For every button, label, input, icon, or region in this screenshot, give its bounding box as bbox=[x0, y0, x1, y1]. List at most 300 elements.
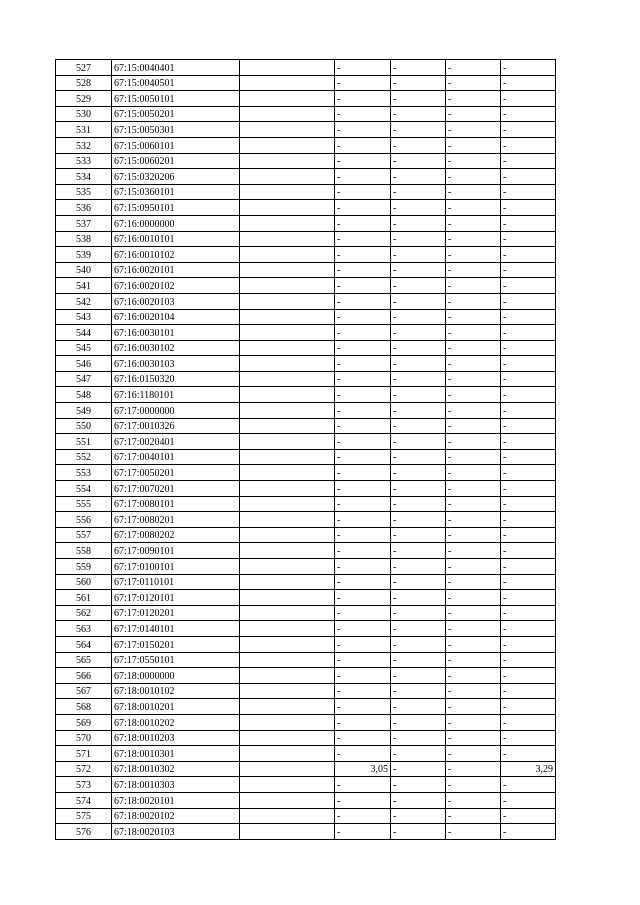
table-row bbox=[56, 75, 556, 91]
value-cell-1: - bbox=[335, 652, 391, 668]
value-cell-1: - bbox=[335, 153, 391, 169]
value-cell-1: - bbox=[335, 200, 391, 216]
cadastral-code-cell: 67:16:0020101 bbox=[112, 262, 240, 278]
value-cell-2: - bbox=[391, 122, 446, 138]
table-row bbox=[56, 184, 556, 200]
table-row bbox=[56, 543, 556, 559]
value-cell-4: - bbox=[501, 512, 556, 528]
value-cell-4: - bbox=[501, 621, 556, 637]
value-cell-1: - bbox=[335, 75, 391, 91]
name-cell bbox=[240, 91, 335, 107]
value-cell-2: - bbox=[391, 543, 446, 559]
row-number-cell: 556 bbox=[56, 512, 112, 528]
value-cell-1: - bbox=[335, 434, 391, 450]
cadastral-code-cell: 67:15:0040401 bbox=[112, 60, 240, 76]
value-cell-4: - bbox=[501, 325, 556, 341]
row-number-cell: 568 bbox=[56, 699, 112, 715]
value-cell-3: - bbox=[446, 714, 501, 730]
value-cell-3: - bbox=[446, 418, 501, 434]
cadastral-code-cell: 67:15:0320206 bbox=[112, 169, 240, 185]
cadastral-code-cell: 67:17:0080201 bbox=[112, 512, 240, 528]
value-cell-2: - bbox=[391, 371, 446, 387]
name-cell bbox=[240, 824, 335, 840]
value-cell-3: - bbox=[446, 496, 501, 512]
value-cell-2: - bbox=[391, 340, 446, 356]
value-cell-2: - bbox=[391, 309, 446, 325]
value-cell-2: - bbox=[391, 824, 446, 840]
cadastral-code-cell: 67:15:0050201 bbox=[112, 106, 240, 122]
value-cell-4: - bbox=[501, 106, 556, 122]
value-cell-1: - bbox=[335, 325, 391, 341]
value-cell-4: - bbox=[501, 730, 556, 746]
cadastral-code-cell: 67:17:0090101 bbox=[112, 543, 240, 559]
name-cell bbox=[240, 574, 335, 590]
row-number-cell: 528 bbox=[56, 75, 112, 91]
value-cell-4: - bbox=[501, 777, 556, 793]
table-row bbox=[56, 262, 556, 278]
value-cell-1: - bbox=[335, 621, 391, 637]
value-cell-3: - bbox=[446, 434, 501, 450]
name-cell bbox=[240, 777, 335, 793]
table-row bbox=[56, 356, 556, 372]
name-cell bbox=[240, 122, 335, 138]
table-row bbox=[56, 590, 556, 606]
value-cell-3: - bbox=[446, 91, 501, 107]
value-cell-3: - bbox=[446, 184, 501, 200]
cadastral-code-cell: 67:16:0030101 bbox=[112, 325, 240, 341]
value-cell-4: - bbox=[501, 231, 556, 247]
name-cell bbox=[240, 434, 335, 450]
cadastral-code-cell: 67:17:0140101 bbox=[112, 621, 240, 637]
value-cell-2: - bbox=[391, 730, 446, 746]
row-number-cell: 532 bbox=[56, 137, 112, 153]
value-cell-1: - bbox=[335, 293, 391, 309]
table-row bbox=[56, 636, 556, 652]
value-cell-1: - bbox=[335, 496, 391, 512]
table-row bbox=[56, 512, 556, 528]
cadastral-code-cell: 67:15:0050101 bbox=[112, 91, 240, 107]
value-cell-3: - bbox=[446, 215, 501, 231]
row-number-cell: 531 bbox=[56, 122, 112, 138]
value-cell-4: - bbox=[501, 387, 556, 403]
value-cell-4: - bbox=[501, 465, 556, 481]
value-cell-4: - bbox=[501, 169, 556, 185]
value-cell-3: - bbox=[446, 403, 501, 419]
value-cell-2: - bbox=[391, 527, 446, 543]
value-cell-3: - bbox=[446, 371, 501, 387]
value-cell-1: - bbox=[335, 262, 391, 278]
value-cell-4: - bbox=[501, 418, 556, 434]
table-row bbox=[56, 824, 556, 840]
row-number-cell: 569 bbox=[56, 714, 112, 730]
cadastral-code-cell: 67:16:0020102 bbox=[112, 278, 240, 294]
row-number-cell: 530 bbox=[56, 106, 112, 122]
value-cell-4: - bbox=[501, 215, 556, 231]
value-cell-4: - bbox=[501, 137, 556, 153]
table-row bbox=[56, 403, 556, 419]
value-cell-3: - bbox=[446, 512, 501, 528]
value-cell-1: - bbox=[335, 527, 391, 543]
table-row bbox=[56, 559, 556, 575]
row-number-cell: 563 bbox=[56, 621, 112, 637]
value-cell-4: - bbox=[501, 496, 556, 512]
value-cell-1: - bbox=[335, 714, 391, 730]
cadastral-code-cell: 67:17:0020401 bbox=[112, 434, 240, 450]
name-cell bbox=[240, 636, 335, 652]
cadastral-code-cell: 67:16:1180101 bbox=[112, 387, 240, 403]
value-cell-3: - bbox=[446, 636, 501, 652]
row-number-cell: 539 bbox=[56, 247, 112, 263]
value-cell-4: - bbox=[501, 636, 556, 652]
name-cell bbox=[240, 543, 335, 559]
value-cell-2: - bbox=[391, 247, 446, 263]
value-cell-3: - bbox=[446, 730, 501, 746]
name-cell bbox=[240, 808, 335, 824]
value-cell-4: - bbox=[501, 356, 556, 372]
value-cell-2: - bbox=[391, 60, 446, 76]
cadastral-code-cell: 67:17:0100101 bbox=[112, 559, 240, 575]
value-cell-1: - bbox=[335, 418, 391, 434]
value-cell-1: - bbox=[335, 699, 391, 715]
value-cell-4: - bbox=[501, 527, 556, 543]
value-cell-1: - bbox=[335, 590, 391, 606]
row-number-cell: 575 bbox=[56, 808, 112, 824]
value-cell-3: - bbox=[446, 605, 501, 621]
name-cell bbox=[240, 200, 335, 216]
table-row bbox=[56, 792, 556, 808]
cadastral-code-cell: 67:16:0020103 bbox=[112, 293, 240, 309]
value-cell-4: - bbox=[501, 449, 556, 465]
value-cell-2: - bbox=[391, 75, 446, 91]
table-row bbox=[56, 652, 556, 668]
table-row bbox=[56, 325, 556, 341]
row-number-cell: 547 bbox=[56, 371, 112, 387]
value-cell-2: - bbox=[391, 465, 446, 481]
name-cell bbox=[240, 683, 335, 699]
value-cell-2: - bbox=[391, 714, 446, 730]
row-number-cell: 537 bbox=[56, 215, 112, 231]
row-number-cell: 549 bbox=[56, 403, 112, 419]
name-cell bbox=[240, 325, 335, 341]
value-cell-4: - bbox=[501, 746, 556, 762]
value-cell-1: - bbox=[335, 730, 391, 746]
value-cell-1: - bbox=[335, 746, 391, 762]
value-cell-3: - bbox=[446, 824, 501, 840]
value-cell-1: - bbox=[335, 278, 391, 294]
value-cell-2: - bbox=[391, 652, 446, 668]
cadastral-code-cell: 67:17:0040101 bbox=[112, 449, 240, 465]
value-cell-4: - bbox=[501, 714, 556, 730]
value-cell-2: - bbox=[391, 777, 446, 793]
value-cell-4: - bbox=[501, 434, 556, 450]
value-cell-3: - bbox=[446, 527, 501, 543]
row-number-cell: 543 bbox=[56, 309, 112, 325]
row-number-cell: 555 bbox=[56, 496, 112, 512]
value-cell-3: - bbox=[446, 808, 501, 824]
table-row bbox=[56, 215, 556, 231]
value-cell-4: - bbox=[501, 122, 556, 138]
value-cell-3: - bbox=[446, 683, 501, 699]
value-cell-4: - bbox=[501, 699, 556, 715]
name-cell bbox=[240, 481, 335, 497]
value-cell-2: - bbox=[391, 808, 446, 824]
table-row bbox=[56, 106, 556, 122]
value-cell-2: - bbox=[391, 231, 446, 247]
cadastral-code-cell: 67:16:0010102 bbox=[112, 247, 240, 263]
table-row bbox=[56, 434, 556, 450]
row-number-cell: 558 bbox=[56, 543, 112, 559]
value-cell-4: - bbox=[501, 403, 556, 419]
value-cell-2: - bbox=[391, 403, 446, 419]
row-number-cell: 574 bbox=[56, 792, 112, 808]
table-row bbox=[56, 714, 556, 730]
value-cell-3: - bbox=[446, 559, 501, 575]
value-cell-3: - bbox=[446, 153, 501, 169]
value-cell-1: - bbox=[335, 91, 391, 107]
value-cell-1: - bbox=[335, 683, 391, 699]
name-cell bbox=[240, 714, 335, 730]
row-number-cell: 561 bbox=[56, 590, 112, 606]
value-cell-2: - bbox=[391, 683, 446, 699]
value-cell-1: - bbox=[335, 387, 391, 403]
cadastral-code-cell: 67:18:0020103 bbox=[112, 824, 240, 840]
row-number-cell: 553 bbox=[56, 465, 112, 481]
cadastral-code-cell: 67:18:0000000 bbox=[112, 668, 240, 684]
row-number-cell: 541 bbox=[56, 278, 112, 294]
cadastral-code-cell: 67:15:0050301 bbox=[112, 122, 240, 138]
value-cell-2: - bbox=[391, 262, 446, 278]
table-row bbox=[56, 481, 556, 497]
name-cell bbox=[240, 309, 335, 325]
value-cell-3: - bbox=[446, 652, 501, 668]
table-row bbox=[56, 153, 556, 169]
name-cell bbox=[240, 262, 335, 278]
value-cell-4: - bbox=[501, 200, 556, 216]
row-number-cell: 546 bbox=[56, 356, 112, 372]
cadastral-code-cell: 67:18:0020101 bbox=[112, 792, 240, 808]
name-cell bbox=[240, 527, 335, 543]
table-row bbox=[56, 449, 556, 465]
value-cell-1: - bbox=[335, 215, 391, 231]
name-cell bbox=[240, 761, 335, 777]
name-cell bbox=[240, 106, 335, 122]
data-table bbox=[55, 59, 556, 840]
table-row bbox=[56, 169, 556, 185]
cadastral-code-cell: 67:17:0550101 bbox=[112, 652, 240, 668]
value-cell-3: - bbox=[446, 309, 501, 325]
value-cell-4: - bbox=[501, 309, 556, 325]
name-cell bbox=[240, 293, 335, 309]
value-cell-2: - bbox=[391, 137, 446, 153]
value-cell-4: - bbox=[501, 91, 556, 107]
name-cell bbox=[240, 730, 335, 746]
value-cell-2: - bbox=[391, 559, 446, 575]
value-cell-2: - bbox=[391, 496, 446, 512]
value-cell-1: - bbox=[335, 231, 391, 247]
row-number-cell: 559 bbox=[56, 559, 112, 575]
table-row bbox=[56, 247, 556, 263]
name-cell bbox=[240, 699, 335, 715]
row-number-cell: 565 bbox=[56, 652, 112, 668]
name-cell bbox=[240, 590, 335, 606]
name-cell bbox=[240, 559, 335, 575]
value-cell-2: - bbox=[391, 356, 446, 372]
value-cell-3: - bbox=[446, 278, 501, 294]
table-row bbox=[56, 777, 556, 793]
value-cell-2: - bbox=[391, 293, 446, 309]
cadastral-code-cell: 67:15:0040501 bbox=[112, 75, 240, 91]
row-number-cell: 554 bbox=[56, 481, 112, 497]
value-cell-4: - bbox=[501, 184, 556, 200]
cadastral-code-cell: 67:16:0030102 bbox=[112, 340, 240, 356]
name-cell bbox=[240, 215, 335, 231]
value-cell-3: - bbox=[446, 668, 501, 684]
value-cell-3: - bbox=[446, 356, 501, 372]
table-row bbox=[56, 496, 556, 512]
value-cell-2: - bbox=[391, 184, 446, 200]
value-cell-3: - bbox=[446, 325, 501, 341]
cadastral-code-cell: 67:18:0010303 bbox=[112, 777, 240, 793]
name-cell bbox=[240, 449, 335, 465]
name-cell bbox=[240, 75, 335, 91]
name-cell bbox=[240, 605, 335, 621]
table-row bbox=[56, 122, 556, 138]
row-number-cell: 562 bbox=[56, 605, 112, 621]
cadastral-code-cell: 67:18:0010302 bbox=[112, 761, 240, 777]
value-cell-1: - bbox=[335, 60, 391, 76]
table-row bbox=[56, 371, 556, 387]
value-cell-1: - bbox=[335, 543, 391, 559]
name-cell bbox=[240, 356, 335, 372]
cadastral-code-cell: 67:16:0010101 bbox=[112, 231, 240, 247]
value-cell-1: - bbox=[335, 792, 391, 808]
name-cell bbox=[240, 746, 335, 762]
cadastral-code-cell: 67:17:0010326 bbox=[112, 418, 240, 434]
value-cell-3: - bbox=[446, 543, 501, 559]
value-cell-2: - bbox=[391, 621, 446, 637]
value-cell-3: - bbox=[446, 387, 501, 403]
name-cell bbox=[240, 512, 335, 528]
value-cell-3: - bbox=[446, 761, 501, 777]
value-cell-3: - bbox=[446, 465, 501, 481]
cadastral-code-cell: 67:16:0030103 bbox=[112, 356, 240, 372]
cadastral-code-cell: 67:18:0010102 bbox=[112, 683, 240, 699]
value-cell-2: - bbox=[391, 761, 446, 777]
table-row bbox=[56, 231, 556, 247]
value-cell-1: - bbox=[335, 184, 391, 200]
value-cell-1: - bbox=[335, 824, 391, 840]
cadastral-code-cell: 67:15:0360101 bbox=[112, 184, 240, 200]
row-number-cell: 564 bbox=[56, 636, 112, 652]
value-cell-3: - bbox=[446, 590, 501, 606]
table-row bbox=[56, 278, 556, 294]
value-cell-1: - bbox=[335, 574, 391, 590]
value-cell-2: - bbox=[391, 636, 446, 652]
value-cell-1: - bbox=[335, 668, 391, 684]
value-cell-1: - bbox=[335, 808, 391, 824]
row-number-cell: 544 bbox=[56, 325, 112, 341]
value-cell-1: - bbox=[335, 137, 391, 153]
value-cell-2: - bbox=[391, 153, 446, 169]
value-cell-4: - bbox=[501, 559, 556, 575]
table-row bbox=[56, 527, 556, 543]
cadastral-code-cell: 67:17:0000000 bbox=[112, 403, 240, 419]
table-row bbox=[56, 200, 556, 216]
value-cell-3: - bbox=[446, 231, 501, 247]
value-cell-4: - bbox=[501, 574, 556, 590]
name-cell bbox=[240, 652, 335, 668]
table-row bbox=[56, 621, 556, 637]
cadastral-code-cell: 67:18:0010301 bbox=[112, 746, 240, 762]
value-cell-1: - bbox=[335, 481, 391, 497]
cadastral-code-cell: 67:17:0110101 bbox=[112, 574, 240, 590]
row-number-cell: 535 bbox=[56, 184, 112, 200]
value-cell-3: - bbox=[446, 699, 501, 715]
value-cell-4: - bbox=[501, 262, 556, 278]
value-cell-3: - bbox=[446, 621, 501, 637]
row-number-cell: 542 bbox=[56, 293, 112, 309]
value-cell-2: - bbox=[391, 792, 446, 808]
value-cell-4: - bbox=[501, 247, 556, 263]
value-cell-3: - bbox=[446, 777, 501, 793]
table-row bbox=[56, 60, 556, 76]
name-cell bbox=[240, 137, 335, 153]
cadastral-code-cell: 67:15:0060101 bbox=[112, 137, 240, 153]
name-cell bbox=[240, 403, 335, 419]
value-cell-2: - bbox=[391, 278, 446, 294]
cadastral-code-cell: 67:16:0000000 bbox=[112, 215, 240, 231]
row-number-cell: 529 bbox=[56, 91, 112, 107]
table-row bbox=[56, 340, 556, 356]
value-cell-1: - bbox=[335, 449, 391, 465]
value-cell-1: - bbox=[335, 605, 391, 621]
value-cell-2: - bbox=[391, 481, 446, 497]
value-cell-1: 3,05 bbox=[335, 761, 391, 777]
name-cell bbox=[240, 418, 335, 434]
value-cell-4: - bbox=[501, 481, 556, 497]
name-cell bbox=[240, 153, 335, 169]
value-cell-1: - bbox=[335, 309, 391, 325]
value-cell-2: - bbox=[391, 668, 446, 684]
table-row bbox=[56, 137, 556, 153]
name-cell bbox=[240, 621, 335, 637]
value-cell-3: - bbox=[446, 481, 501, 497]
value-cell-4: - bbox=[501, 371, 556, 387]
row-number-cell: 536 bbox=[56, 200, 112, 216]
value-cell-4: - bbox=[501, 824, 556, 840]
value-cell-2: - bbox=[391, 449, 446, 465]
value-cell-1: - bbox=[335, 122, 391, 138]
value-cell-1: - bbox=[335, 169, 391, 185]
value-cell-4: - bbox=[501, 652, 556, 668]
value-cell-3: - bbox=[446, 106, 501, 122]
name-cell bbox=[240, 340, 335, 356]
value-cell-4: - bbox=[501, 543, 556, 559]
value-cell-3: - bbox=[446, 75, 501, 91]
value-cell-3: - bbox=[446, 169, 501, 185]
row-number-cell: 538 bbox=[56, 231, 112, 247]
row-number-cell: 572 bbox=[56, 761, 112, 777]
row-number-cell: 566 bbox=[56, 668, 112, 684]
row-number-cell: 548 bbox=[56, 387, 112, 403]
value-cell-1: - bbox=[335, 512, 391, 528]
value-cell-4: 3,29 bbox=[501, 761, 556, 777]
value-cell-1: - bbox=[335, 371, 391, 387]
value-cell-3: - bbox=[446, 247, 501, 263]
value-cell-3: - bbox=[446, 122, 501, 138]
value-cell-1: - bbox=[335, 636, 391, 652]
value-cell-2: - bbox=[391, 215, 446, 231]
